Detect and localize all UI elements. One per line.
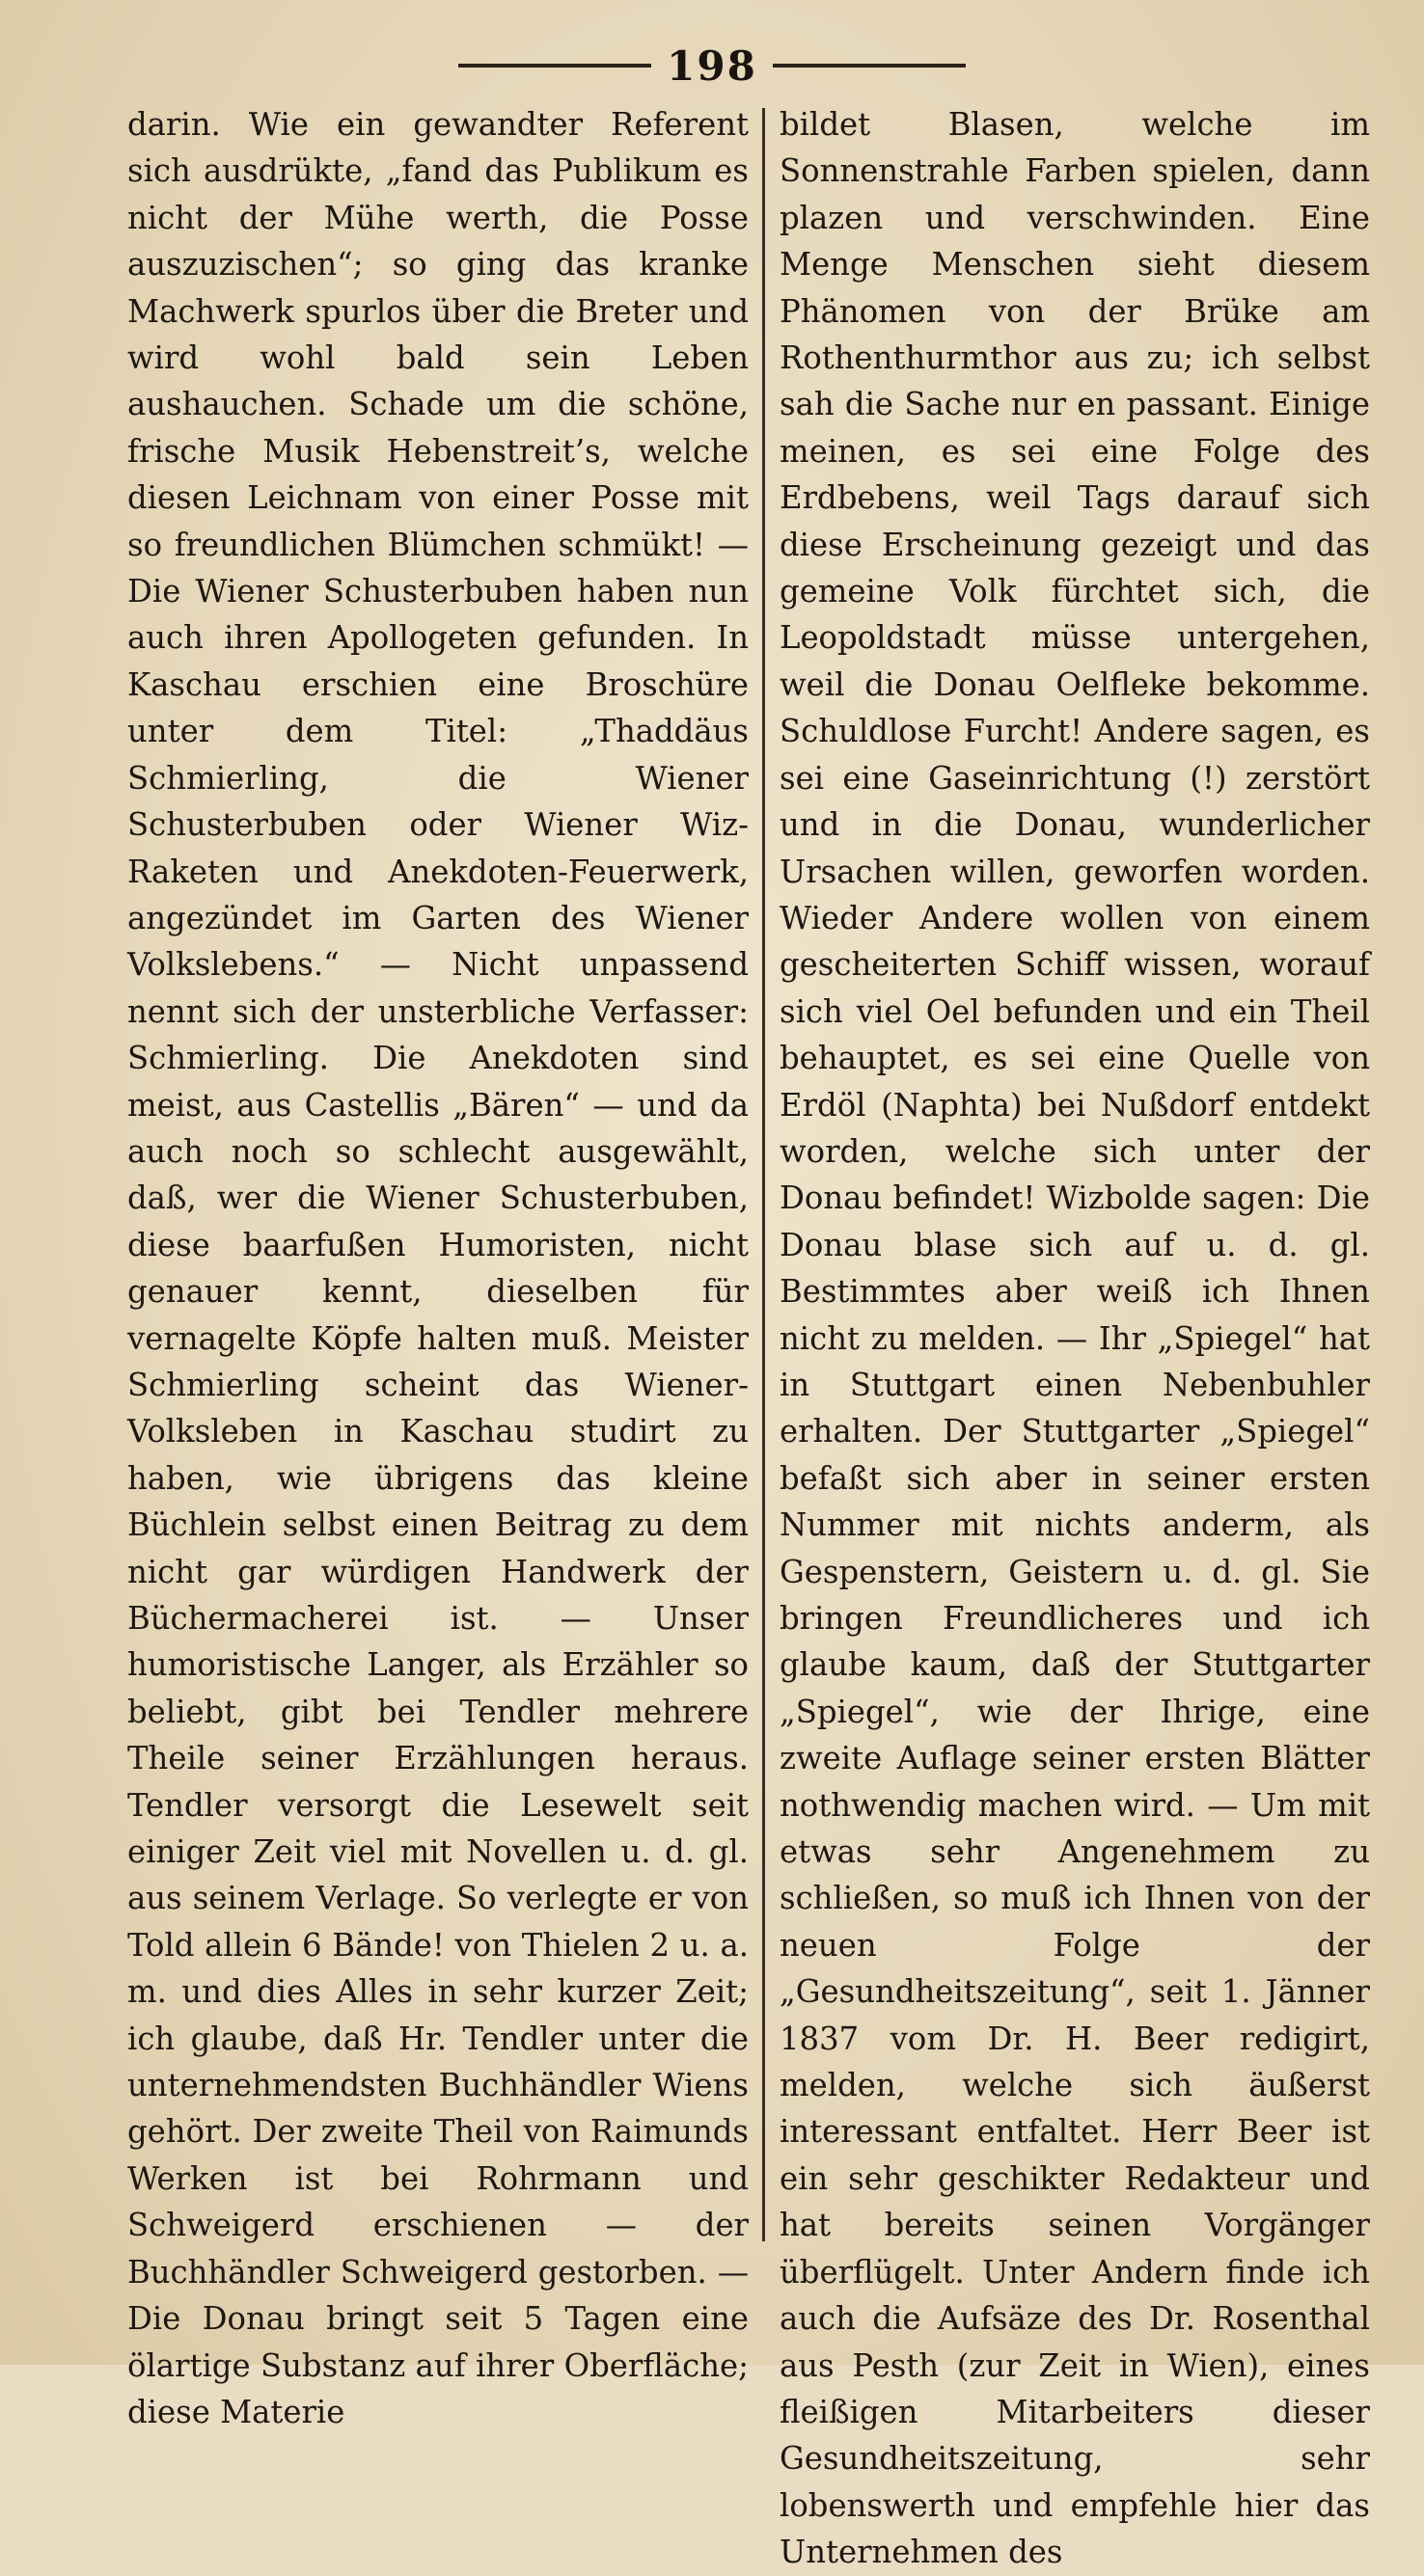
column-divider: [762, 108, 765, 2241]
header-rule-right: [773, 64, 966, 68]
header-rule-left: [458, 64, 651, 68]
right-column-text: bildet Blasen, welche im Sonnenstrahle Farben spielen, dann plazen und verschwinden. Eine Menge Menschen sieht diesem Phänomen von der Brüke am Rothenthurmthor aus zu; ich selbst sah die Sache nur en passant. Einige meinen, es sei eine Folge des Erdbebens, weil Tags darauf sich diese Erscheinung gezeigt und das gemeine Volk fürchtet sich, die Leopoldstadt müsse untergehen, weil die Donau Oelfleke bekomme. Schuldlose Furcht! Andere sagen, es sei eine Gaseinrichtung (!) zerstört und in die Donau, wunderlicher Ursachen willen, geworfen worden. Wieder Andere wollen von einem gescheiterten Schiff wissen, worauf sich viel Oel befunden und ein Theil behauptet, es sei eine Quelle von Erdöl (Naphta) bei Nußdorf entdekt worden, welche sich unter der Donau befindet! Wizbolde sagen: Die Donau blase sich auf u. d. gl. Bestimmtes aber weiß ich Ihnen nicht zu melden. — Ihr „Spiegel“ hat in Stuttgart einen Nebenbuhler erhalten. Der Stuttgarter „Spiegel“ befaßt sich aber in seiner ersten Nummer mit nichts anderm, als Gespenstern, Geistern u. d. gl. Sie bringen Freundlicheres und ich glaube kaum, daß der Stuttgarter „Spiegel“, wie der Ihrige, eine zweite Auflage seiner ersten Blätter nothwendig machen wird. — Um mit etwas sehr Angenehmem zu schließen, so muß ich Ihnen von der neuen Folge der „Gesundheitszeitung“, seit 1. Jänner 1837 vom Dr. H. Beer redigirt, melden, welche sich äußerst interessant entfaltet. Herr Beer ist ein sehr geschikter Redakteur und hat bereits seinen Vorgänger überflügelt. Unter Andern finde ich auch die Aufsäze des Dr. Rosenthal aus Pesth (zur Zeit in Wien), eines fleißigen Mitarbeiters dieser Gesundheitszeitung, sehr lobenswerth und empfehle hier das Unternehmen des: [780, 106, 1370, 2571]
right-column: [780, 101, 1370, 2576]
left-column-text: darin. Wie ein gewandter Referent sich ausdrükte, „fand das Publikum es nicht der Mühe werth, die Posse auszuzischen“; so ging das kranke Machwerk spurlos über die Breter und wird wohl bald sein Leben aushauchen. Schade um die schöne, frische Musik Hebenstreit’s, welche diesen Leichnam von einer Posse mit so freundlichen Blümchen schmükt! — Die Wiener Schusterbuben haben nun auch ihren Apollogeten gefunden. In Kaschau erschien eine Broschüre unter dem Titel: „Thaddäus Schmierling, die Wiener Schusterbuben oder Wiener Wiz-Raketen und Anekdoten-Feuerwerk, angezündet im Garten des Wiener Volkslebens.“ — Nicht unpassend nennt sich der unsterbliche Verfasser: Schmierling. Die Anekdoten sind meist, aus Castellis „Bären“ — und da auch noch so schlecht ausgewählt, daß, wer die Wiener Schusterbuben, diese baarfußen Humoristen, nicht genauer kennt, dieselben für vernagelte Köpfe halten muß. Meister Schmierling scheint das Wiener-Volksleben in Kaschau studirt zu haben, wie übrigens das kleine Büchlein selbst einen Beitrag zu dem nicht gar würdigen Handwerk der Büchermacherei ist. — Unser humoristische Langer, als Erzähler so beliebt, gibt bei Tendler mehrere Theile seiner Erzählungen heraus. Tendler versorgt die Lesewelt seit einiger Zeit viel mit Novellen u. d. gl. aus seinem Verlage. So verlegte er von Told allein 6 Bände! von Thielen 2 u. a. m. und dies Alles in sehr kurzer Zeit; ich glaube, daß Hr. Tendler unter die unternehmendsten Buchhändler Wiens gehört. Der zweite Theil von Raimunds Werken ist bei Rohrmann und Schweigerd erschienen — der Buchhändler Schweigerd gestorben. — Die Donau bringt seit 5 Tagen eine ölartige Substanz auf ihrer Oberfläche; diese Materie: [127, 106, 749, 2430]
page-header: [0, 37, 1424, 95]
page-number: 198: [667, 41, 757, 90]
left-column: [127, 101, 749, 2435]
